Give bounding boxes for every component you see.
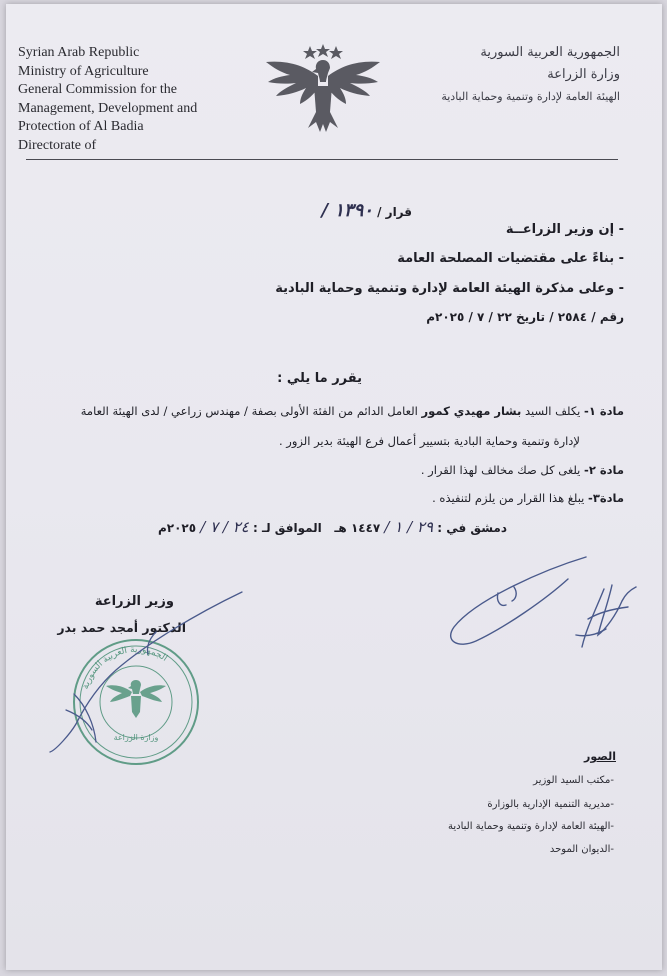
copy-item: -الديوان الموحد — [549, 844, 614, 855]
article-3-text: يبلغ هذا القرار من يلزم لتنفيذه . — [432, 491, 589, 505]
date-prefix: دمشق في : — [437, 521, 507, 535]
signatory-name: الدكتور أمجد حمد بدر — [57, 620, 186, 635]
minister-signature — [46, 574, 246, 754]
decision-number-value: ١٣٩٠ / — [321, 200, 373, 221]
greg-year: ٢٠٢٥م — [157, 521, 197, 535]
decides-heading: يقرر ما يلي : — [277, 371, 362, 386]
decision-label: قرار / — [377, 205, 412, 219]
greg-date-handwritten: ٢٤ / ٧ / — [200, 518, 249, 536]
article-3-label: مادة٣- — [588, 491, 624, 505]
ar-line-commission: الهيئة العامة لإدارة وتنمية وحماية البادية — [441, 90, 620, 103]
handwritten-signature-right — [436, 549, 646, 659]
en-line-republic: Syrian Arab Republic — [18, 45, 140, 60]
article-2-label: مادة ٢- — [584, 463, 624, 477]
article-1-text-post: العامل الدائم من الفئة الأولى بصفة / مهندس زراعي / لدى الهيئة العامة — [80, 404, 422, 418]
article-2 — [421, 463, 624, 477]
ar-line-ministry: وزارة الزراعة — [547, 67, 620, 82]
article-1-name: بشار مهيدي كمور — [421, 404, 522, 418]
memo-reference: رقم / ٢٥٨٤ / تاريخ ٢٢ / ٧ / ٢٠٢٥م — [426, 310, 624, 324]
preamble-public-interest: - بناءً على مقتضيات المصلحة العامة — [397, 251, 624, 266]
en-line-commission: General Commission for the — [18, 82, 178, 97]
article-1-line-2: لإدارة وتنمية وحماية البادية بتسيير أعمال فرع الهيئة بدير الزور . — [278, 434, 580, 448]
article-1-line-1 — [81, 404, 624, 418]
hijri-date-handwritten: ٢٩ / ١ / — [384, 518, 434, 536]
stamp-bottom-text: وزارة الزراعة — [113, 733, 159, 742]
article-2-text: يلغى كل صك مخالف لهذا القرار . — [420, 463, 585, 477]
article-1-label: مادة ١- — [584, 404, 624, 418]
document-page — [6, 4, 662, 970]
copy-item: -مكتب السيد الوزير — [533, 775, 614, 786]
en-line-ministry: Ministry of Agriculture — [18, 63, 149, 79]
decision-number — [321, 200, 412, 221]
date-line — [158, 518, 507, 536]
header-divider — [26, 159, 618, 160]
greg-prefix: الموافق لـ : — [253, 521, 322, 535]
copy-item: -الهيئة العامة لإدارة وتنمية وحماية البادية — [447, 821, 614, 832]
en-line-directorate: Directorate of — [18, 137, 97, 153]
en-line-management: Management, Development and — [18, 100, 198, 116]
hijri-year: ١٤٤٧ هـ — [334, 521, 381, 535]
copies-title: الصور — [584, 750, 616, 763]
preamble-memo: - وعلى مذكرة الهيئة العامة لإدارة وتنمية وحماية البادية — [275, 281, 624, 296]
arabic-letterhead — [360, 42, 620, 108]
english-letterhead — [18, 44, 258, 155]
article-1-text-pre: يكلف السيد — [521, 404, 585, 418]
signatory-title: وزير الزراعة — [94, 594, 174, 609]
en-line-protection: Protection of Al Badia — [18, 119, 144, 134]
article-3 — [432, 491, 624, 505]
preamble-minister: - إن وزير الزراعــة — [505, 222, 624, 237]
stamp-ring-text: الجمهورية العربية السورية — [80, 644, 170, 691]
copy-item: -مديرية التنمية الإدارية بالوزارة — [487, 799, 614, 810]
ar-line-republic: الجمهورية العربية السورية — [480, 45, 620, 60]
